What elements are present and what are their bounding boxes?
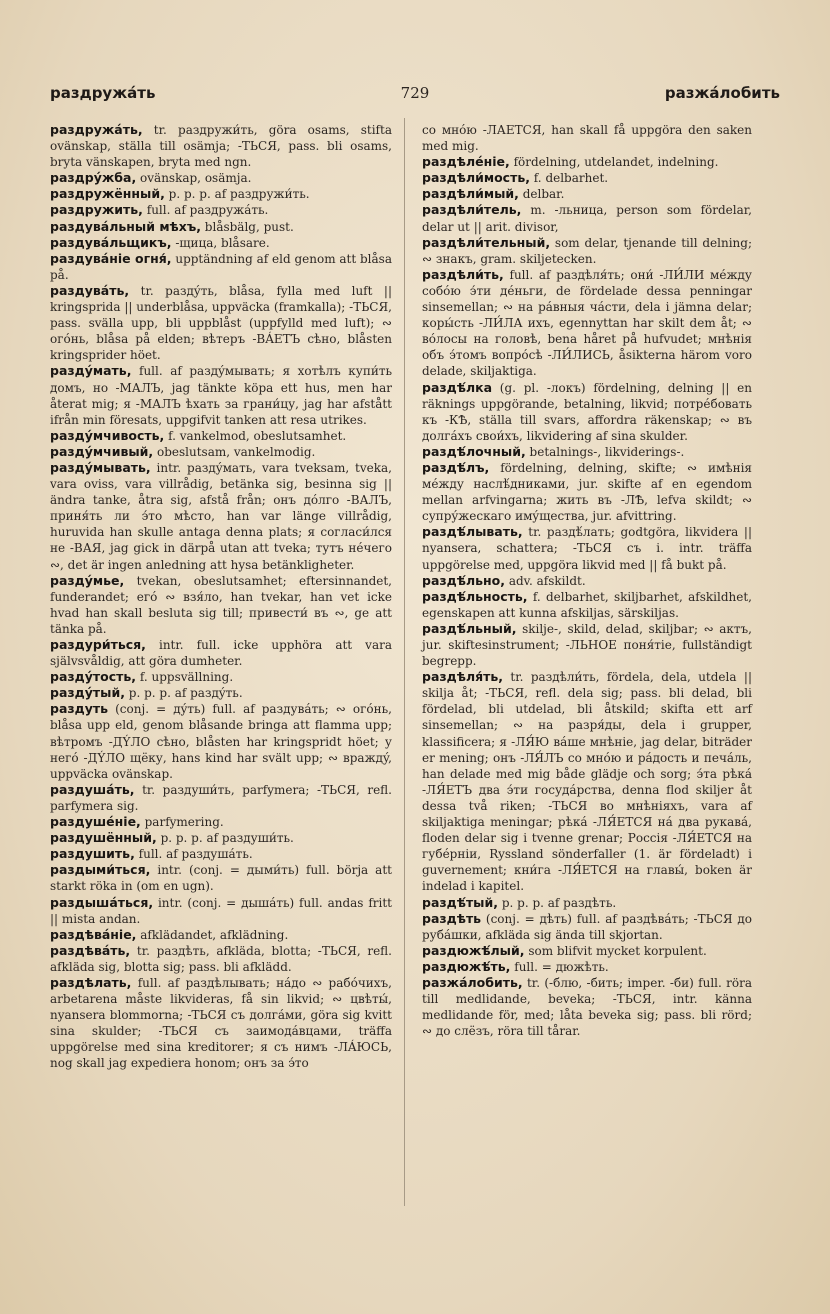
dictionary-entry bbox=[50, 186, 392, 202]
dictionary-entry bbox=[50, 943, 392, 975]
entry-definition: fördelning, utdelandet, indelning. bbox=[513, 155, 719, 170]
running-head-left: раздружáть bbox=[50, 84, 156, 102]
entry-definition: full. af раздушáть. bbox=[138, 847, 253, 862]
entry-headword: раздѣ́лъ, bbox=[422, 459, 490, 475]
entry-definition: (g. pl. -локъ) fördelning, delning || en räknings uppgörande, betalning, likvid; потрéбовать къ -КѢ, ställa till svars, affordra räkenskap; ∾ въ долгáхъ свои́хъ, likvidering af sina skulder. bbox=[422, 380, 752, 443]
entry-headword: раздѣли́мость, bbox=[422, 170, 530, 186]
entry-headword: раздѣ́льный, bbox=[422, 620, 517, 636]
dictionary-entry bbox=[50, 895, 392, 927]
entry-headword: раздѣ́льно, bbox=[422, 572, 505, 588]
dictionary-entry bbox=[50, 862, 392, 894]
dictionary-entry bbox=[50, 428, 392, 444]
entry-definition: tr. раздѣть, afkläda, blotta; -ТЬСЯ, refl. afkläda sig, blotta sig; pass. bli afklädd. bbox=[50, 943, 392, 974]
entry-definition: p. p. p. af раздýть. bbox=[128, 686, 243, 701]
entry-headword: раздѣ́тый, bbox=[422, 894, 498, 910]
dictionary-entry bbox=[422, 524, 752, 572]
entry-headword: раздувáть, bbox=[50, 282, 130, 298]
dictionary-entry bbox=[50, 637, 392, 669]
dictionary-entry bbox=[422, 122, 752, 154]
dictionary-entry bbox=[422, 444, 752, 460]
entry-definition: tr. раздѣ́лать; godtgöra, likvidera || nyansera, schattera; -ТЬСЯ съ i. intr. träffa uppgörelse med, uppgöra likvid med || få bukt på. bbox=[422, 525, 752, 572]
dictionary-entry bbox=[422, 380, 752, 444]
entry-headword: раздувáльный мѣхъ, bbox=[50, 218, 201, 234]
entry-definition: m. -льница, person som fördelar, delar ut || arit. divisor, bbox=[422, 203, 752, 234]
entry-headword: раздѣля́ть, bbox=[422, 669, 504, 685]
entry-headword: раздýмывать, bbox=[50, 459, 151, 475]
dictionary-entry bbox=[422, 186, 752, 202]
entry-definition: tvekan, obeslutsamhet; eftersinnandet, funderandet; егó ∾ взя́ло, han tvekar, han vet icke hvad han skall besluta sig till; привести́ въ ∾, ge att tänka på. bbox=[50, 573, 392, 636]
dictionary-entry bbox=[50, 669, 392, 685]
dictionary-entry bbox=[50, 782, 392, 814]
dictionary-entry bbox=[50, 814, 392, 830]
dictionary-entry bbox=[50, 219, 392, 235]
entry-headword: раздѣвáніе, bbox=[50, 926, 137, 942]
entry-definition: intr. full. icke upphöra att vara självsvåldig, att göra dumheter. bbox=[50, 638, 392, 669]
entry-definition: -щица, blåsare. bbox=[175, 235, 270, 250]
entry-headword: раздушéніе, bbox=[50, 814, 141, 830]
entry-definition: full. af раздѣля́ть; они́ -ЛИ́ЛИ мéжду собóю э́ти дéньги, de fördelade dessa penningar sinsemellan; ∾ на рáвныя чáсти, dela i jämna delar; коры́сть -ЛИ́ЛА ихъ, egennyttan har skilt dem åt; ∾ вóлосы на головѣ, bena håret på hufvudet; мнѣнія объ э́томъ вопрóсѣ -ЛИ́ЛИСЬ, åsikterna härom voro delade, skiljaktiga. bbox=[422, 267, 752, 379]
entry-headword: раздувáніе огня́, bbox=[50, 250, 172, 266]
entry-headword: раздýмье, bbox=[50, 572, 125, 588]
entry-headword: раздýмчивость, bbox=[50, 427, 165, 443]
entry-definition: (conj. = дѣть) full. af раздѣвáть; -ТЬСЯ до рубáшки, afkläda sig ända till skjortan. bbox=[422, 911, 752, 942]
dictionary-entry bbox=[422, 895, 752, 911]
dictionary-entry bbox=[422, 154, 752, 170]
entry-definition: obeslutsam, vankelmodig. bbox=[157, 444, 316, 459]
dictionary-entry bbox=[422, 170, 752, 186]
entry-headword: раздýмчивый, bbox=[50, 443, 154, 459]
dictionary-entry bbox=[422, 911, 752, 943]
entry-headword: раздружить, bbox=[50, 202, 143, 218]
entry-definition: intr. раздýмать, vara tveksam, tveka, vara oviss, vara villrådig, betänka sig, besinna sig || ändra tanke, åtra sig, afstå från; онъ дóлго -ВАЛЪ, приня́ть ли э́то мѣсто, han var länge villrådig, huruvida han skulle antaga denna plats; я согласи́лся не -ВАЯ, jag gick in därpå utan att tveka; тутъ нéчего ∾, det är ingen anledning att hysa betänkligheter. bbox=[50, 460, 392, 572]
entry-definition: f. uppsvällning. bbox=[139, 670, 234, 685]
entry-definition: adv. afskildt. bbox=[508, 573, 586, 588]
entry-headword: раздыми́ться, bbox=[50, 862, 151, 878]
entry-headword: раздѣли́тель, bbox=[422, 202, 522, 218]
entry-definition: f. delbarhet, skiljbarhet, afskildhet, egenskapen att kunna afskiljas, särskiljas. bbox=[422, 589, 752, 620]
entry-headword: раздѣ́льность, bbox=[422, 588, 528, 604]
dictionary-entry bbox=[50, 251, 392, 283]
dictionary-entry bbox=[50, 573, 392, 637]
dictionary-entry bbox=[50, 283, 392, 363]
entry-definition: p. p. p. af раздѣть. bbox=[501, 895, 617, 910]
dictionary-entry bbox=[50, 235, 392, 251]
entry-headword: раздюжѣ́ть, bbox=[422, 958, 511, 974]
entry-headword: раздѣ́лочный, bbox=[422, 443, 526, 459]
right-column bbox=[422, 122, 752, 1039]
entry-headword: раздѣлéніе, bbox=[422, 154, 510, 170]
dictionary-entry bbox=[50, 202, 392, 218]
entry-headword: раздушённый, bbox=[50, 830, 157, 846]
dictionary-entry bbox=[50, 975, 392, 1072]
entry-definition: tr. раздѣли́ть, fördela, dela, utdela || skilja åt; -ТЬСЯ, refl. dela sig; pass. bli delad, bli fördelad, bli utdelad, bli åtskild; skifta ett arf sinsemellan; ∾ на разря́ды, dela i grupper, klassificera; я -ЛЯ́Ю вáше мнѣніе, jag delar, biträder er mening; онъ -ЛЯ́ЛЪ со мнóю и рáдость и печáль, han delade med mig både glädje och sorg; э́та рѣкá -ЛЯ́ЕТЪ два э́ти госудáрства, denna flod skiljer åt dessa två riken; -ТЬСЯ во мнѣніяхъ, vara af skiljaktiga meningar; рѣкá -ЛЯ́ЕТСЯ нá два рукавá, floden delar sig i tvenne grenar; Россія -ЛЯ́ЕТСЯ на губéрніи, Ryssland sönderfaller (1. är fördeladt) i guvernement; кни́га -ЛЯ́ЕТСЯ на главы́, boken är indelad i kapitel. bbox=[422, 670, 752, 894]
dictionary-entry bbox=[50, 701, 392, 781]
entry-definition: full. af раздýмывать; я хотѣлъ купи́ть домъ, но -МАЛЪ, jag tänkte köpa ett hus, men har återat mig; я -МАЛЪ ѣхать за грани́цу, jag har afstått ifrån min föresats, uppgifvit tanken att resa utrikes. bbox=[50, 364, 392, 427]
dictionary-entry bbox=[422, 202, 752, 234]
left-column bbox=[50, 122, 392, 1072]
page-header bbox=[50, 84, 780, 108]
entry-definition: p. p. p. af раздружи́ть. bbox=[168, 187, 310, 202]
entry-definition: tr. (-блю, -бить; imper. -би) full. röra till medlidande, beveka; -ТЬСЯ, intr. känna medlidande för, med; låta beveka sig; pass. bli rörd; ∾ до слёзъ, röra till tårar. bbox=[422, 975, 752, 1039]
entry-definition: f. delbarhet. bbox=[533, 171, 609, 186]
entry-headword: раздѣли́мый, bbox=[422, 186, 519, 202]
entry-definition: fördelning, delning, skifte; ∾ имѣнія мéжду наслѣ́дниками, jur. skifte af en egendom mellan arfvingarna; жить въ -ЛѢ, lefva skildt; ∾ супрýжескаго имýщества, jur. afvittring. bbox=[422, 460, 752, 524]
entry-headword: раздюжѣ́лый, bbox=[422, 942, 525, 958]
entry-definition: tr. раздýть, blåsa, fylla med luft || kringsprida || underblåsa, uppväcka (framkalla); -ТЬСЯ, pass. svälla upp, bli uppblåst (uppfylld med luft); ∾ огóнь, blåsa på elden; вѣтеръ -ВÁЕТЪ сѣно, blåsten kringsprider höet. bbox=[50, 283, 392, 363]
column-divider bbox=[404, 118, 405, 1206]
entry-headword: раздуть bbox=[50, 701, 109, 717]
dictionary-entry bbox=[422, 460, 752, 524]
entry-definition: ovänskap, osämja. bbox=[140, 171, 252, 186]
dictionary-entry bbox=[50, 830, 392, 846]
dictionary-entry bbox=[50, 460, 392, 573]
entry-headword: раздѣли́тельный, bbox=[422, 234, 551, 250]
dictionary-entry bbox=[50, 363, 392, 427]
entry-definition: parfymering. bbox=[144, 815, 224, 830]
entry-definition: p. p. p. af раздуши́ть. bbox=[160, 831, 294, 846]
entry-definition: afklädandet, afklädning. bbox=[140, 927, 289, 942]
dictionary-entry bbox=[50, 846, 392, 862]
dictionary-entry bbox=[422, 959, 752, 975]
entry-definition: tr. раздуши́ть, parfymera; -ТЬСЯ, refl. parfymera sig. bbox=[50, 782, 392, 813]
dictionary-entry bbox=[50, 122, 392, 170]
entry-definition: som delar, tjenande till delning; ∾ знакъ, gram. skiljetecken. bbox=[422, 235, 752, 266]
entry-definition: tr. раздружи́ть, göra osams, stifta ovänskap, ställa till osämja; -ТЬСЯ, pass. bli osams, bryta vänskapen, bryta med ngn. bbox=[50, 123, 392, 170]
dictionary-entry bbox=[422, 267, 752, 380]
entry-definition: delbar. bbox=[522, 187, 565, 202]
page-number: 729 bbox=[400, 84, 430, 102]
entry-headword: раздувáльщикъ, bbox=[50, 234, 172, 250]
entry-definition: som blifvit mycket korpulent. bbox=[528, 943, 707, 958]
entry-definition: со мнóю -ЛАЕТСЯ, han skall få uppgöra den saken med mig. bbox=[422, 123, 752, 154]
entry-definition: full. af раздружáть. bbox=[146, 203, 269, 218]
entry-definition: intr. (conj. = дыми́ть) full. börja att starkt röka in (om en ugn). bbox=[50, 863, 392, 894]
entry-headword: раздѣть bbox=[422, 910, 482, 926]
entry-headword: раздышáться, bbox=[50, 894, 154, 910]
entry-definition: skilje-, skild, delad, skiljbar; ∾ актъ, jur. skiftesinstrument; -ЛЬНОЕ поня́тіе, fullständigt begrepp. bbox=[422, 621, 752, 669]
entry-headword: раздѣлать, bbox=[50, 974, 132, 990]
entry-headword: раздрýжба, bbox=[50, 170, 137, 186]
entry-definition: (conj. = дýть) full. af раздувáть; ∾ огóнь, blåsa upp eld, genom blåsande bringa att flamma upp; вѣтромъ -ДÝЛО сѣно, blåsten har kringspridt höet; у негó -ДÝЛО щёку, hans kind har svält upp; ∾ враждý, uppväcka ovänskap. bbox=[50, 702, 392, 781]
entry-definition: full. af раздѣлывать; нáдо ∾ рабóчихъ, arbetarena måste likvideras, få sin likvid; ∾ цвѣты́, nyansera blommorna; -ТЬСЯ съ долгáми, göra sig kvitt sina skulder; -ТЬСЯ съ заимодáвцами, träffa uppgörelse med sina kreditorer; я съ нимъ -ЛÁЮСЬ, nog skall jag expediera honom; онъ за э́то bbox=[50, 975, 392, 1071]
entry-headword: раздѣли́ть, bbox=[422, 266, 504, 282]
entry-definition: full. = дюжѣть. bbox=[514, 959, 609, 974]
dictionary-entry bbox=[422, 975, 752, 1039]
entry-definition: upptändning af eld genom att blåsa på. bbox=[50, 251, 392, 282]
entry-headword: раздýтость, bbox=[50, 669, 137, 685]
dictionary-entry bbox=[422, 943, 752, 959]
entry-headword: раздѣ́лывать, bbox=[422, 524, 523, 540]
entry-headword: раздружáть, bbox=[50, 122, 143, 137]
entry-headword: раздружённый, bbox=[50, 186, 165, 202]
dictionary-entry bbox=[422, 669, 752, 894]
running-head-right: разжáлобить bbox=[664, 84, 780, 102]
entry-headword: раздýтый, bbox=[50, 685, 125, 701]
entry-headword: раздýмать, bbox=[50, 363, 132, 379]
entry-definition: intr. (conj. = дышáть) full. andas fritt || mista andan. bbox=[50, 895, 392, 926]
entry-headword: раздушить, bbox=[50, 846, 135, 862]
dictionary-entry bbox=[50, 927, 392, 943]
dictionary-entry bbox=[422, 589, 752, 621]
dictionary-entry bbox=[50, 444, 392, 460]
entry-headword: раздури́ться, bbox=[50, 637, 146, 652]
dictionary-entry bbox=[422, 573, 752, 589]
entry-headword: разжáлобить, bbox=[422, 974, 523, 990]
entry-definition: betalnings-, likviderings-. bbox=[529, 444, 685, 459]
dictionary-entry bbox=[50, 685, 392, 701]
entry-headword: раздѣвáть, bbox=[50, 942, 131, 958]
entry-definition: blåsbälg, pust. bbox=[204, 219, 294, 234]
dictionary-entry bbox=[422, 621, 752, 669]
entry-definition: f. vankelmod, obeslutsamhet. bbox=[168, 428, 347, 443]
dictionary-entry bbox=[422, 235, 752, 267]
dictionary-entry bbox=[50, 170, 392, 186]
entry-headword: раздушáть, bbox=[50, 781, 135, 797]
entry-headword: раздѣ́лка bbox=[422, 379, 493, 395]
